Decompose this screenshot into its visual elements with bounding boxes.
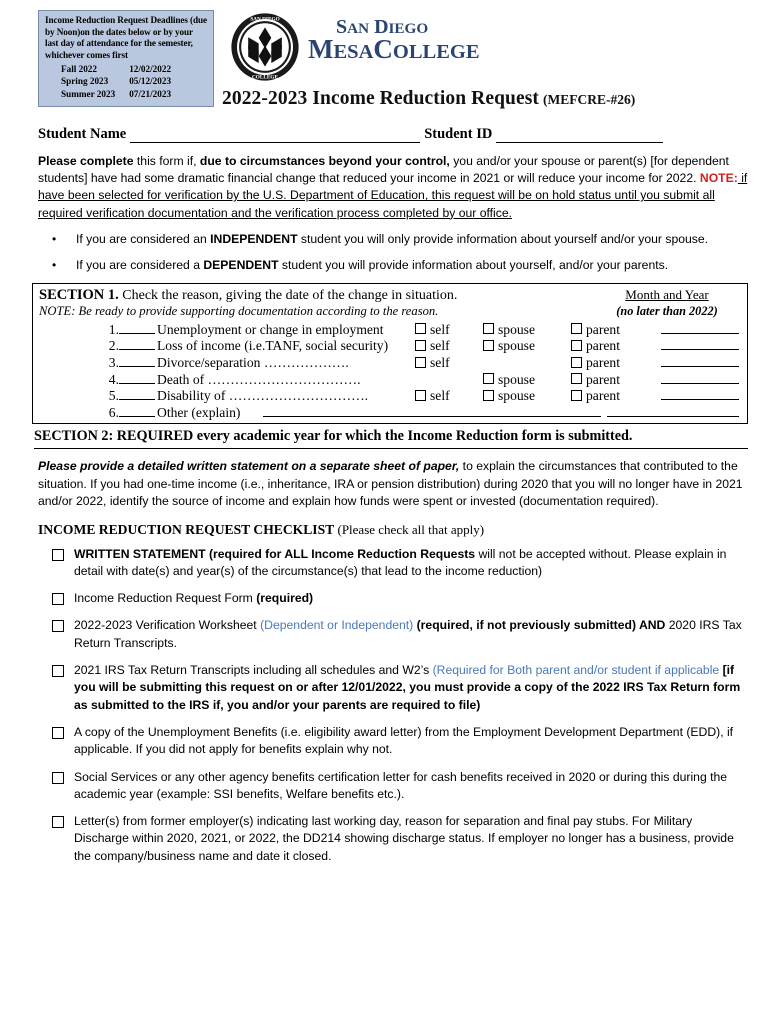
checklist-text-segment: Income Reduction Request Form bbox=[74, 591, 257, 606]
checkbox-icon[interactable] bbox=[571, 340, 582, 351]
month-year-input[interactable] bbox=[661, 337, 739, 350]
checkbox-label: spouse bbox=[498, 371, 536, 387]
reason-row bbox=[39, 353, 741, 370]
page-title: 2022-2023 Income Reduction Request bbox=[222, 88, 540, 109]
checkbox-icon[interactable] bbox=[52, 813, 74, 865]
section-1-title: SECTION 1. bbox=[39, 286, 119, 303]
checkbox-parent[interactable] bbox=[571, 388, 655, 405]
checkbox-label: self bbox=[430, 355, 450, 370]
checklist-item-text bbox=[74, 769, 748, 804]
checkbox-label: parent bbox=[586, 321, 620, 337]
section-2-body bbox=[38, 458, 748, 510]
checklist-title-bold: INCOME REDUCTION REQUEST CHECKLIST bbox=[38, 521, 335, 537]
reason-row bbox=[39, 403, 741, 420]
checklist-item-text bbox=[74, 590, 748, 607]
checkbox-icon[interactable] bbox=[52, 590, 74, 607]
checkbox-icon[interactable] bbox=[415, 357, 426, 368]
bullet-icon: • bbox=[52, 231, 57, 246]
bullet-icon: • bbox=[52, 257, 57, 272]
checklist-text-segment: 2021 IRS Tax Return Transcripts including all schedules and W2’s bbox=[74, 663, 433, 678]
month-year-input[interactable] bbox=[661, 371, 739, 384]
month-year-header bbox=[597, 287, 741, 319]
section-2-text: to explain the circumstances that contributed to the situation. If you had one-time income (i.e., inheritance, IRA or pension distribution) during 2020 that you will no longer have in 2021 and/or 2022, identify the source of income and explain how funds were spent or invested (documentation required). bbox=[38, 459, 743, 509]
checkbox-spouse[interactable] bbox=[483, 372, 571, 389]
college-wordmark bbox=[308, 12, 480, 65]
reason-number: 1. bbox=[108, 321, 119, 337]
checkbox-label: self bbox=[430, 338, 450, 354]
checklist-text-segment: WRITTEN STATEMENT (required for ALL Income Reduction Requests bbox=[74, 546, 476, 561]
reason-number: 4. bbox=[108, 371, 119, 387]
bullet-pre: If you are considered an bbox=[76, 231, 211, 246]
checkbox-icon[interactable] bbox=[483, 323, 494, 334]
intro-circumstances-bold: due to circumstances beyond your control, bbox=[199, 154, 450, 168]
checkbox-label: spouse bbox=[498, 338, 536, 354]
month-year-input[interactable] bbox=[607, 404, 739, 417]
checkbox-icon[interactable] bbox=[52, 617, 74, 652]
form-title-line bbox=[222, 88, 752, 110]
reason-row bbox=[39, 370, 741, 387]
bullet-post: student you will provide information about yourself, and/or your parents. bbox=[278, 257, 669, 272]
deadline-heading: Income Reduction Request Deadlines (due by Noon)on the dates below or by your last day of attendance for the semester, whichever comes first bbox=[45, 15, 207, 60]
reason-label: Unemployment or change in employment bbox=[157, 321, 384, 337]
reason-number: 6. bbox=[108, 404, 119, 420]
checkbox-icon[interactable] bbox=[415, 323, 426, 334]
form-code: (MEFCRE-#26) bbox=[543, 92, 636, 107]
checkbox-icon[interactable] bbox=[571, 390, 582, 401]
section-1-title-rest: Check the reason, giving the date of the change in situation. bbox=[118, 287, 458, 303]
checkbox-label: self bbox=[430, 388, 450, 404]
section-1-header bbox=[39, 287, 741, 319]
reason-row bbox=[39, 386, 741, 403]
college-seal-icon bbox=[230, 12, 300, 82]
deadline-term: Fall 2022 bbox=[61, 64, 97, 75]
checklist-item-verification-worksheet[interactable] bbox=[52, 617, 748, 652]
checklist-text-segment: 2020 IRS Tax Return Transcripts. bbox=[74, 618, 742, 650]
deadline-row bbox=[61, 64, 171, 76]
reason-label: Loss of income (i.e.TANF, social security) bbox=[157, 338, 389, 354]
intro-note-underlined: if have been selected for verification by the U.S. Department of Education, this request will be on hold status until you submit all required verification documentation and the verification process completed by our office. bbox=[38, 171, 748, 220]
checklist-item-income-reduction-request-form[interactable] bbox=[52, 590, 748, 607]
reason-number: 3. bbox=[108, 355, 119, 370]
section-2-heading: SECTION 2: REQUIRED every academic year for which the Income Reduction form is submitted. bbox=[34, 428, 748, 449]
deadline-date: 07/21/2023 bbox=[129, 88, 172, 99]
college-logo-area bbox=[230, 10, 480, 82]
section-1-note bbox=[39, 304, 457, 319]
checkbox-icon[interactable] bbox=[52, 724, 74, 759]
reason-label: Death of ……………………………. bbox=[157, 371, 361, 387]
checklist-item-text bbox=[74, 724, 748, 759]
section-1 bbox=[32, 283, 748, 425]
svg-text:COLLEGE: COLLEGE bbox=[252, 74, 278, 81]
student-name-label: Student Name bbox=[38, 126, 127, 142]
checklist-text-segment: (required, if not previously submitted) AND bbox=[413, 618, 666, 633]
checklist-text-segment: A copy of the Unemployment Benefits (i.e. eligibility award letter) from the Employment Development Department (EDD), if applicable. If you did not apply for benefits explain why not. bbox=[74, 724, 734, 757]
checkbox-spouse[interactable] bbox=[483, 388, 571, 405]
reason-check-blank[interactable] bbox=[119, 336, 155, 350]
checkbox-icon[interactable] bbox=[52, 662, 74, 714]
college-name-line1: SAN DIEGO bbox=[336, 16, 429, 38]
checklist-item-unemployment-benefits-copy[interactable] bbox=[52, 724, 748, 759]
checkbox-label: spouse bbox=[498, 321, 536, 337]
section-1-note-text: Be ready to provide supporting documentation according to the reason. bbox=[75, 303, 439, 318]
reason-number: 5. bbox=[108, 388, 119, 404]
list-item bbox=[52, 257, 748, 274]
deadline-table bbox=[61, 64, 171, 100]
checklist-text-segment: (Required for Both parent and/or student if applicable bbox=[432, 663, 720, 678]
student-type-bullets bbox=[52, 231, 748, 274]
intro-please-complete: Please complete bbox=[38, 154, 134, 168]
bullet-pre: If you are considered a bbox=[76, 257, 204, 272]
checklist-text-segment: Letter(s) from former employer(s) indicating last working day, reason for separation and final pay stubs. For Military Discharge within 2020, 2021, or 2022, the DD214 showing discharge status. If employer no longer has a business, provide the company/business name and date it closed. bbox=[74, 814, 734, 863]
checkbox-parent[interactable] bbox=[571, 338, 655, 355]
checkbox-icon[interactable] bbox=[571, 373, 582, 384]
checklist-item-text bbox=[74, 813, 748, 865]
section-1-reason-rows bbox=[39, 320, 741, 420]
reason-check-blank[interactable] bbox=[119, 320, 155, 334]
checkbox-icon[interactable] bbox=[483, 373, 494, 384]
student-id-input[interactable] bbox=[496, 129, 663, 143]
section-2-lead: Please provide a detailed written statement on a separate sheet of paper, bbox=[38, 459, 460, 474]
checkbox-self[interactable] bbox=[415, 355, 483, 372]
deadline-row bbox=[61, 89, 171, 101]
intro-paragraph bbox=[38, 153, 748, 222]
section-1-header-left bbox=[39, 287, 457, 319]
checkbox-icon[interactable] bbox=[483, 340, 494, 351]
svg-text:SAN DIEGO: SAN DIEGO bbox=[250, 16, 280, 23]
reason-check-blank[interactable] bbox=[119, 353, 155, 367]
checklist-heading bbox=[38, 522, 748, 538]
checkbox-parent[interactable] bbox=[571, 355, 655, 372]
checkbox-label: parent bbox=[586, 355, 620, 370]
bullet-emphasis: INDEPENDENT bbox=[210, 231, 298, 246]
checklist-item-text bbox=[74, 617, 748, 652]
checklist-item-irs-tax-return-transcripts-2021[interactable] bbox=[52, 662, 748, 714]
month-year-title: Month and Year bbox=[625, 286, 709, 302]
reason-row bbox=[39, 336, 741, 353]
checkbox-spouse[interactable] bbox=[483, 338, 571, 355]
deadline-date: 12/02/2022 bbox=[129, 64, 172, 75]
month-year-subtitle: (no later than 2022) bbox=[616, 303, 718, 318]
checklist-item-text bbox=[74, 546, 748, 581]
reason-row bbox=[39, 320, 741, 337]
checkbox-icon[interactable] bbox=[415, 390, 426, 401]
checkbox-parent[interactable] bbox=[571, 322, 655, 339]
checklist-text-segment: Social Services or any other agency benefits certification letter for cash benefits received in 2020 or during this during the academic year (example: SSI benefits, Welfare benefits etc.). bbox=[74, 769, 728, 801]
checklist-item-social-services-letter[interactable] bbox=[52, 769, 748, 804]
note-label: NOTE: bbox=[699, 171, 738, 186]
student-identity-row bbox=[38, 126, 748, 143]
reason-check-blank[interactable] bbox=[119, 386, 155, 400]
checkbox-label: parent bbox=[586, 371, 620, 387]
checklist-title-note: (Please check all that apply) bbox=[334, 521, 485, 537]
month-year-input[interactable] bbox=[661, 321, 739, 334]
deadline-date: 05/12/2023 bbox=[129, 76, 172, 87]
checkbox-icon[interactable] bbox=[415, 340, 426, 351]
reason-label: Other (explain) bbox=[157, 404, 241, 420]
checkbox-icon[interactable] bbox=[483, 390, 494, 401]
checklist-text-segment: will not be accepted without. Please explain in detail with date(s) and year(s) of the circumstance(s) that lead to the income reduction) bbox=[74, 546, 727, 578]
checkbox-self[interactable] bbox=[415, 388, 483, 405]
checklist-item-written-statement[interactable] bbox=[52, 546, 748, 581]
student-id-label: Student ID bbox=[424, 126, 493, 142]
checkbox-icon[interactable] bbox=[571, 357, 582, 368]
other-explain-input[interactable] bbox=[263, 404, 601, 417]
reason-check-blank[interactable] bbox=[119, 403, 155, 417]
checkbox-label: parent bbox=[586, 338, 620, 354]
deadline-term: Spring 2023 bbox=[61, 76, 109, 87]
reason-label: Divorce/separation ………………. bbox=[157, 355, 349, 370]
college-name-line2: MESACOLLEGE bbox=[308, 34, 480, 65]
checklist-text-segment: 2022-2023 Verification Worksheet bbox=[74, 618, 261, 633]
reason-label: Disability of …………………………. bbox=[157, 388, 369, 404]
page-header bbox=[0, 0, 770, 120]
checkbox-label: spouse bbox=[498, 388, 536, 404]
reason-number: 2. bbox=[108, 338, 119, 354]
checklist-text-segment: (required) bbox=[256, 591, 314, 606]
checkbox-spouse[interactable] bbox=[483, 322, 571, 339]
intro-text-b: you and/or your spouse or parent(s) [for dependent students] have had some dramatic financial change that reduced your income in 2021 or will reduce your income for 2022. bbox=[38, 154, 729, 186]
checkbox-icon[interactable] bbox=[571, 323, 582, 334]
deadline-notice-box bbox=[38, 10, 214, 107]
checkbox-label: self bbox=[430, 321, 450, 337]
reason-check-blank[interactable] bbox=[119, 370, 155, 384]
section-1-note-label: NOTE: bbox=[39, 303, 76, 318]
list-item bbox=[52, 231, 748, 248]
section-1-title-row bbox=[39, 287, 457, 304]
bullet-post: student you will only provide information about yourself and/or your spouse. bbox=[297, 231, 709, 246]
month-year-input[interactable] bbox=[661, 387, 739, 400]
checklist-item-text bbox=[74, 662, 748, 714]
checkbox-self[interactable] bbox=[415, 322, 483, 339]
checkbox-self[interactable] bbox=[415, 338, 483, 355]
checklist-items bbox=[52, 546, 748, 865]
bullet-text bbox=[76, 257, 748, 274]
deadline-row bbox=[61, 76, 171, 88]
intro-text-a: this form if, bbox=[133, 154, 200, 168]
checklist-text-segment: (Dependent or Independent) bbox=[260, 618, 414, 633]
checklist-item-former-employer-letters[interactable] bbox=[52, 813, 748, 865]
checkbox-parent[interactable] bbox=[571, 372, 655, 389]
bullet-emphasis: DEPENDENT bbox=[203, 257, 279, 272]
checkbox-label: parent bbox=[586, 388, 620, 404]
month-year-input[interactable] bbox=[661, 354, 739, 367]
checkbox-icon[interactable] bbox=[52, 769, 74, 804]
checklist-text-segment: [if you will be submitting this request on or after 12/01/2022, you must provide a copy of the 2022 IRS Tax Return form as submitted to the IRS if, you and/or your parents are required to file) bbox=[74, 663, 741, 712]
checkbox-icon[interactable] bbox=[52, 546, 74, 581]
bullet-text bbox=[76, 231, 748, 248]
student-name-input[interactable] bbox=[130, 129, 420, 143]
deadline-term: Summer 2023 bbox=[61, 88, 116, 99]
